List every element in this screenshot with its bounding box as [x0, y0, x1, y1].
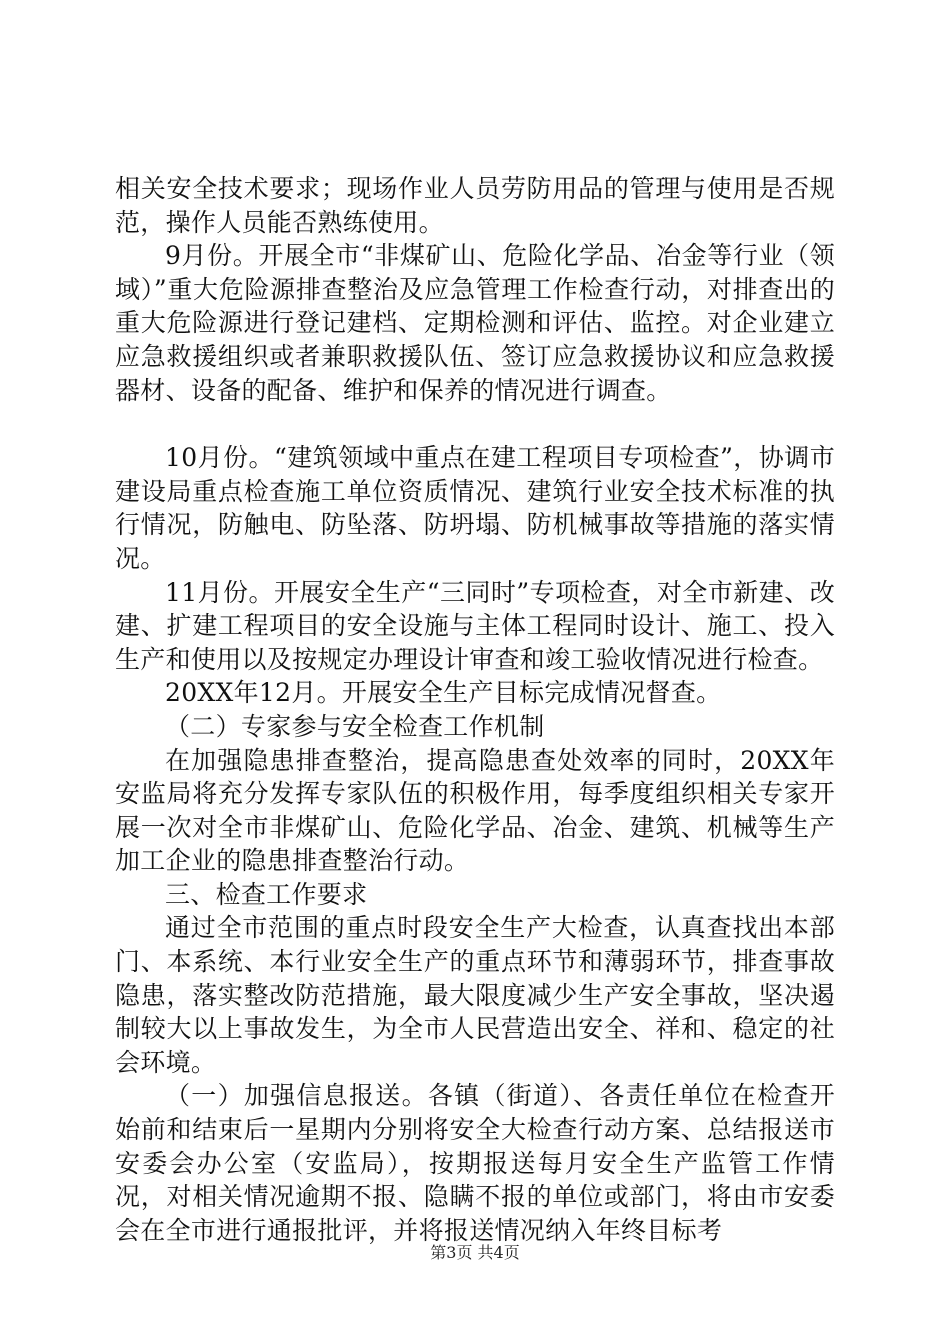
- section-heading-requirements: 三、检查工作要求: [165, 879, 368, 909]
- page-number-footer: 第3页 共4页: [430, 1243, 520, 1262]
- paragraph-november: 11月份。开展安全生产“三同时”专项检查，对全市新建、改建、扩建工程项目的安全设施与主体工程同时设计、施工、投入生产和使用以及按规定办理设计审查和竣工验收情况进行检查。: [115, 577, 835, 674]
- paragraph-information-reporting: （一）加强信息报送。各镇（街道）、各责任单位在检查开始前和结束后一星期内分别将安全大检查行动方案、总结报送市安委会办公室（安监局），按期报送每月安全生产监管工作情况，对相关情况逾期不报、隐瞒不报的单位或部门，将由市安委会在全市进行通报批评，并将报送情况纳入年终目标考: [115, 1081, 835, 1245]
- document-body: [115, 172, 835, 1247]
- paragraph-expert-mechanism: 在加强隐患排查整治，提高隐患查处效率的同时，20XX年安监局将充分发挥专家队伍的积极作用，每季度组织相关专家开展一次对全市非煤矿山、危险化学品、冶金、建筑、机械等生产加工企业的隐患排查整治行动。: [115, 745, 835, 876]
- paragraph-continuation: 相关安全技术要求；现场作业人员劳防用品的管理与使用是否规范，操作人员能否熟练使用。: [115, 174, 835, 237]
- section-heading-expert-mechanism: （二）专家参与安全检查工作机制: [165, 711, 545, 741]
- paragraph-requirements: 通过全市范围的重点时段安全生产大检查，认真查找出本部门、本系统、本行业安全生产的重点环节和薄弱环节，排查事故隐患，落实整改防范措施，最大限度减少生产安全事故，坚决遏制较大以上事故发生，为全市人民营造出安全、祥和、稳定的社会环境。: [115, 913, 835, 1077]
- paragraph-september: 9月份。开展全市“非煤矿山、危险化学品、冶金等行业（领域）”重大危险源排查整治及应急管理工作检查行动，对排查出的重大危险源进行登记建档、定期检测和评估、监控。对企业建立应急救援组织或者兼职救援队伍、签订应急救援协议和应急救援器材、设备的配备、维护和保养的情况进行调查。: [115, 241, 835, 405]
- paragraph-december: 20XX年12月。开展安全生产目标完成情况督查。: [165, 678, 722, 708]
- paragraph-october: 10月份。“建筑领域中重点在建工程项目专项检查”，协调市建设局重点检查施工单位资质情况、建筑行业安全技术标准的执行情况，防触电、防坠落、防坍塌、防机械事故等措施的落实情况。: [115, 443, 835, 573]
